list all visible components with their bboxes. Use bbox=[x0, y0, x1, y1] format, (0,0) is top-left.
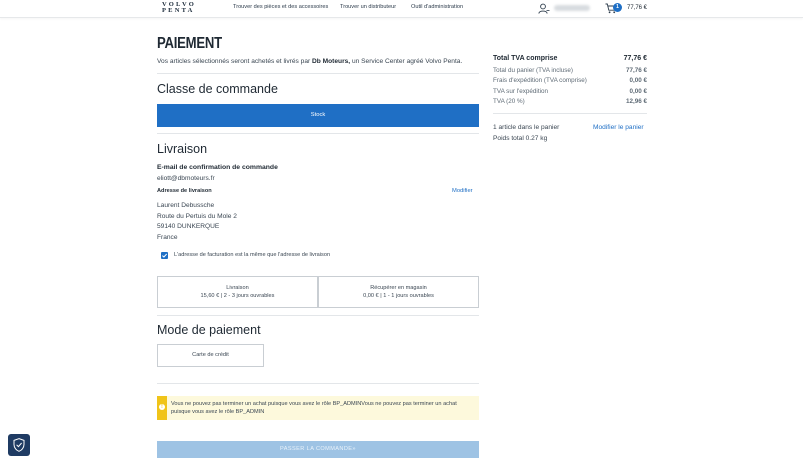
edit-cart-link[interactable]: Modifier le panier bbox=[593, 124, 644, 131]
header-cart-total[interactable]: 77,76 € bbox=[627, 5, 648, 11]
divider bbox=[493, 113, 647, 114]
delivery-option-shipping[interactable]: Livraison 15,60 € | 2 - 3 jours ouvrables bbox=[157, 276, 318, 308]
user-icon[interactable] bbox=[538, 3, 550, 14]
email-value: eliott@dbmoteurs.fr bbox=[157, 175, 215, 182]
divider bbox=[157, 133, 479, 134]
summary-row: Frais d'expédition (TVA comprise) 0,00 € bbox=[493, 77, 647, 84]
delivery-option-pickup[interactable]: Récupérer en magasin 0,00 € | 1 - 1 jours ouvrables bbox=[318, 276, 479, 308]
payment-method-heading: Mode de paiement bbox=[157, 323, 261, 337]
credit-card-option[interactable]: Carte de crédit bbox=[157, 344, 264, 367]
email-label: E-mail de confirmation de commande bbox=[157, 164, 278, 171]
billing-same-checkbox[interactable] bbox=[161, 252, 168, 259]
summary-row: TVA sur l'expédition 0,00 € bbox=[493, 88, 647, 95]
billing-same-label: L'adresse de facturation est la même que l'adresse de livraison bbox=[174, 252, 331, 258]
divider bbox=[157, 315, 479, 316]
user-name-blurred[interactable] bbox=[554, 5, 590, 11]
divider bbox=[157, 383, 479, 384]
privacy-shield-button[interactable] bbox=[8, 434, 30, 456]
items-count: 1 article dans le panier bbox=[493, 124, 560, 131]
warning-text: Vous ne pouvez pas terminer un achat puisque vous avez le rôle BP_ADMINVous ne pouvez pas terminer un achat puisque vous avez le rôle BP_ADMIN bbox=[171, 401, 457, 415]
delivery-heading: Livraison bbox=[157, 142, 208, 156]
nav-find-distributor[interactable]: Trouver un distributeur bbox=[340, 4, 397, 10]
edit-address-link[interactable]: Modifier bbox=[452, 188, 473, 194]
address-label: Adresse de livraison bbox=[157, 188, 212, 194]
nav-find-parts[interactable]: Trouver des pièces et des accessoires bbox=[233, 4, 329, 10]
stock-order-class-button[interactable]: Stock bbox=[157, 104, 479, 127]
summary-row: Total du panier (TVA incluse) 77,76 € bbox=[493, 67, 647, 74]
volvo-penta-logo[interactable]: VOLVO PENTA bbox=[162, 1, 196, 14]
top-navigation bbox=[0, 0, 803, 18]
dealer-name: Db Moteurs, bbox=[312, 58, 351, 65]
summary-total: Total TVA comprise 77,76 € bbox=[493, 55, 647, 62]
delivery-address: Laurent Debussche Route du Pertuis du Mole 2 59140 DUNKERQUE France bbox=[157, 202, 237, 241]
page-title: PAIEMENT bbox=[157, 35, 222, 52]
intro-text: Vos articles sélectionnés seront achetés et livrés par Db Moteurs, un Service Center agréé Volvo Penta. bbox=[157, 58, 463, 65]
place-order-button[interactable]: PASSER LA COMMANDE» bbox=[157, 441, 479, 458]
warning-icon: ! bbox=[157, 396, 167, 420]
cart-count-badge: 1 bbox=[613, 3, 622, 12]
shield-check-icon bbox=[13, 438, 25, 452]
divider bbox=[157, 73, 479, 74]
nav-admin-tool[interactable]: Outil d'administration bbox=[411, 4, 464, 10]
order-class-heading: Classe de commande bbox=[157, 82, 278, 96]
total-weight: Poids total 0.27 kg bbox=[493, 135, 548, 142]
summary-row: TVA (20 %) 12,96 € bbox=[493, 98, 647, 105]
warning-banner bbox=[157, 396, 479, 420]
